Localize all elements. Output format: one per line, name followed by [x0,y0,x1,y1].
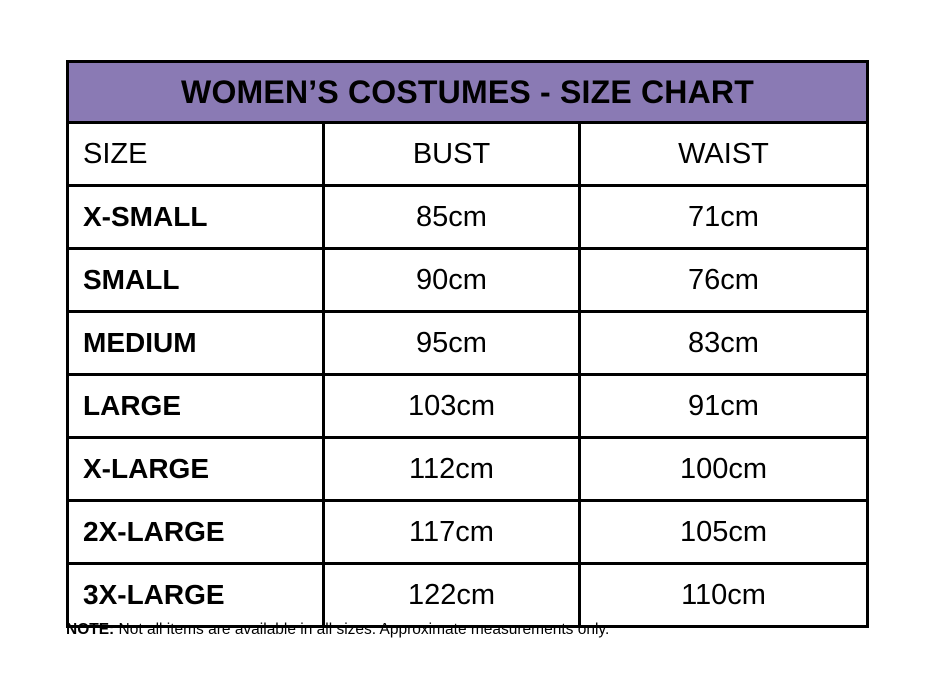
row-size-label: X-LARGE [68,438,324,501]
column-header-bust: BUST [324,123,580,186]
row-waist-value: 91cm [580,375,868,438]
footnote-label: NOTE: [66,621,115,638]
table-row [68,501,868,564]
table-row [68,186,868,249]
row-size-label: SMALL [68,249,324,312]
footnote [66,620,886,640]
table-row [68,375,868,438]
row-waist-value: 71cm [580,186,868,249]
column-header-size: SIZE [68,123,324,186]
row-bust-value: 122cm [324,564,580,627]
row-waist-value: 100cm [580,438,868,501]
size-chart-container [66,60,866,628]
row-size-label: 2X-LARGE [68,501,324,564]
table-row [68,564,868,627]
table-header-row [68,123,868,186]
row-size-label: MEDIUM [68,312,324,375]
row-bust-value: 95cm [324,312,580,375]
row-bust-value: 90cm [324,249,580,312]
row-size-label: X-SMALL [68,186,324,249]
chart-title: WOMEN’S COSTUMES - SIZE CHART [68,62,868,123]
row-waist-value: 105cm [580,501,868,564]
row-waist-value: 110cm [580,564,868,627]
row-bust-value: 103cm [324,375,580,438]
row-waist-value: 83cm [580,312,868,375]
table-title-row [68,62,868,123]
size-chart-table [66,60,869,628]
row-size-label: LARGE [68,375,324,438]
row-bust-value: 112cm [324,438,580,501]
row-waist-value: 76cm [580,249,868,312]
table-row [68,438,868,501]
table-row [68,312,868,375]
table-row [68,249,868,312]
row-bust-value: 117cm [324,501,580,564]
column-header-waist: WAIST [580,123,868,186]
row-size-label: 3X-LARGE [68,564,324,627]
footnote-text: Not all items are available in all sizes. Approximate measurements only. [114,621,610,638]
row-bust-value: 85cm [324,186,580,249]
